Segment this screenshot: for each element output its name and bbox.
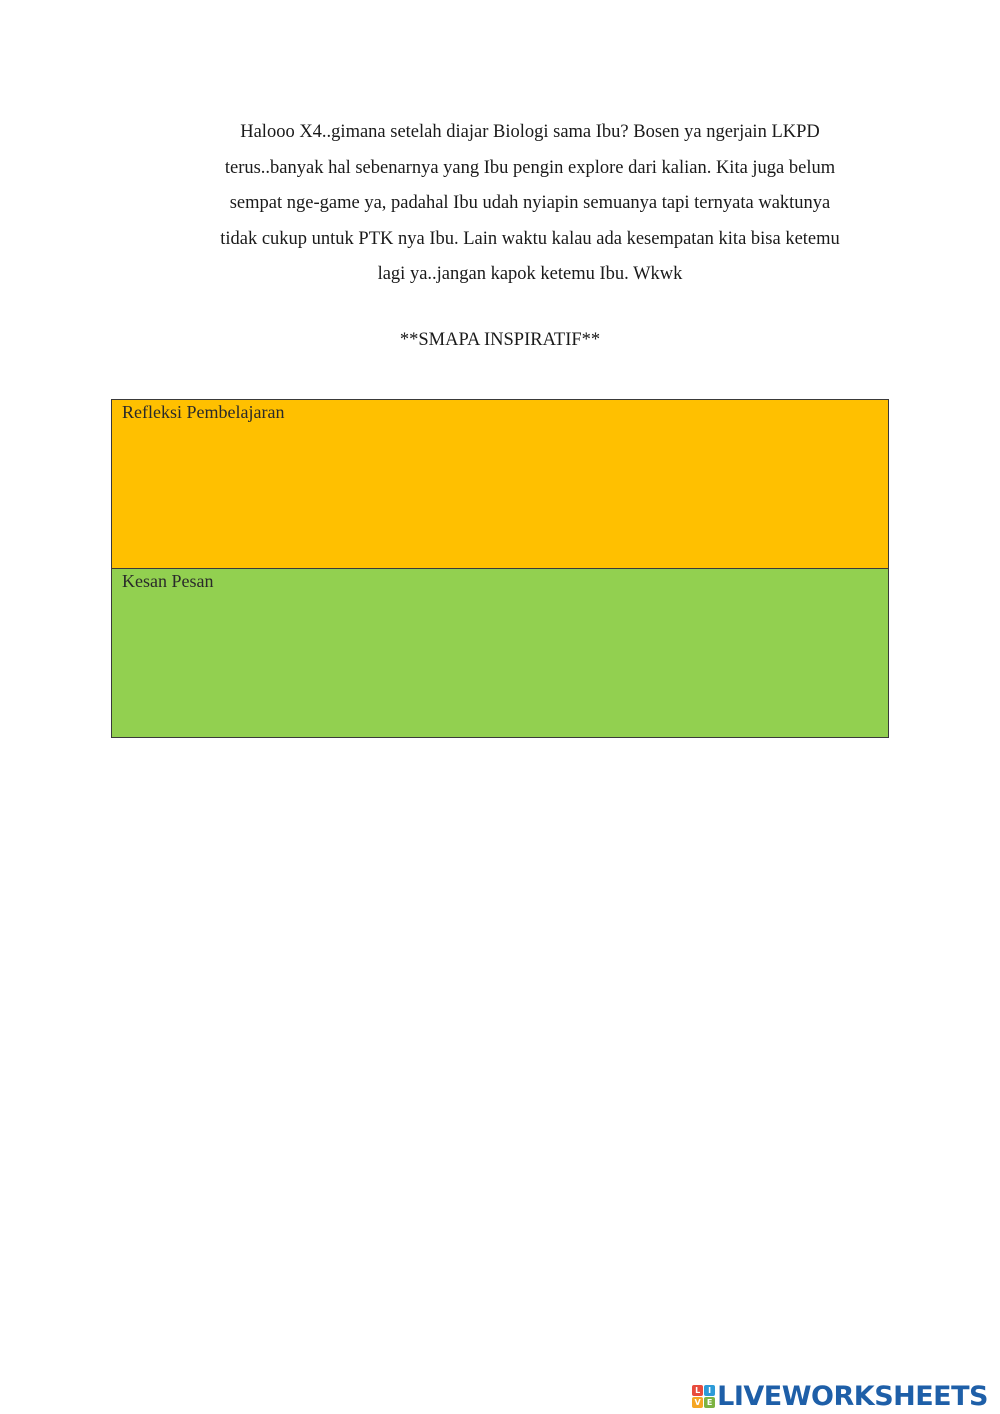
intro-line-5: lagi ya..jangan kapok ketemu Ibu. Wkwk [377, 264, 683, 284]
logo-letter-l: L [692, 1385, 703, 1396]
kesan-pesan-answer-input[interactable] [122, 597, 878, 727]
liveworksheets-logo-icon [692, 1385, 715, 1408]
motto-heading: **SMAPA INSPIRATIF** [399, 330, 601, 350]
intro-line-3: sempat nge-game ya, padahal Ibu udah nyiapin semuanya tapi ternyata waktunya [229, 193, 831, 213]
reflection-table [111, 399, 889, 738]
kesan-pesan-box[interactable] [112, 569, 888, 737]
liveworksheets-wordmark: LIVEWORKSHEETS [717, 1381, 988, 1412]
intro-paragraph [190, 115, 870, 293]
kesan-pesan-label: Kesan Pesan [122, 571, 214, 591]
intro-line-2: terus..banyak hal sebenarnya yang Ibu pengin explore dari kalian. Kita juga belum [224, 157, 836, 178]
logo-letter-v: V [692, 1397, 703, 1408]
refleksi-answer-input[interactable] [122, 428, 878, 558]
logo-letter-e: E [704, 1397, 715, 1408]
intro-line-4: tidak cukup untuk PTK nya Ibu. Lain waktu kalau ada kesempatan kita bisa ketemu [220, 228, 840, 249]
intro-line-1: Halooo X4..gimana setelah diajar Biologi sama Ibu? Bosen ya ngerjain LKPD [240, 122, 820, 142]
refleksi-label: Refleksi Pembelajaran [122, 402, 285, 422]
logo-letter-i: I [704, 1385, 715, 1396]
liveworksheets-brand [692, 1383, 988, 1410]
refleksi-box[interactable] [112, 400, 888, 569]
